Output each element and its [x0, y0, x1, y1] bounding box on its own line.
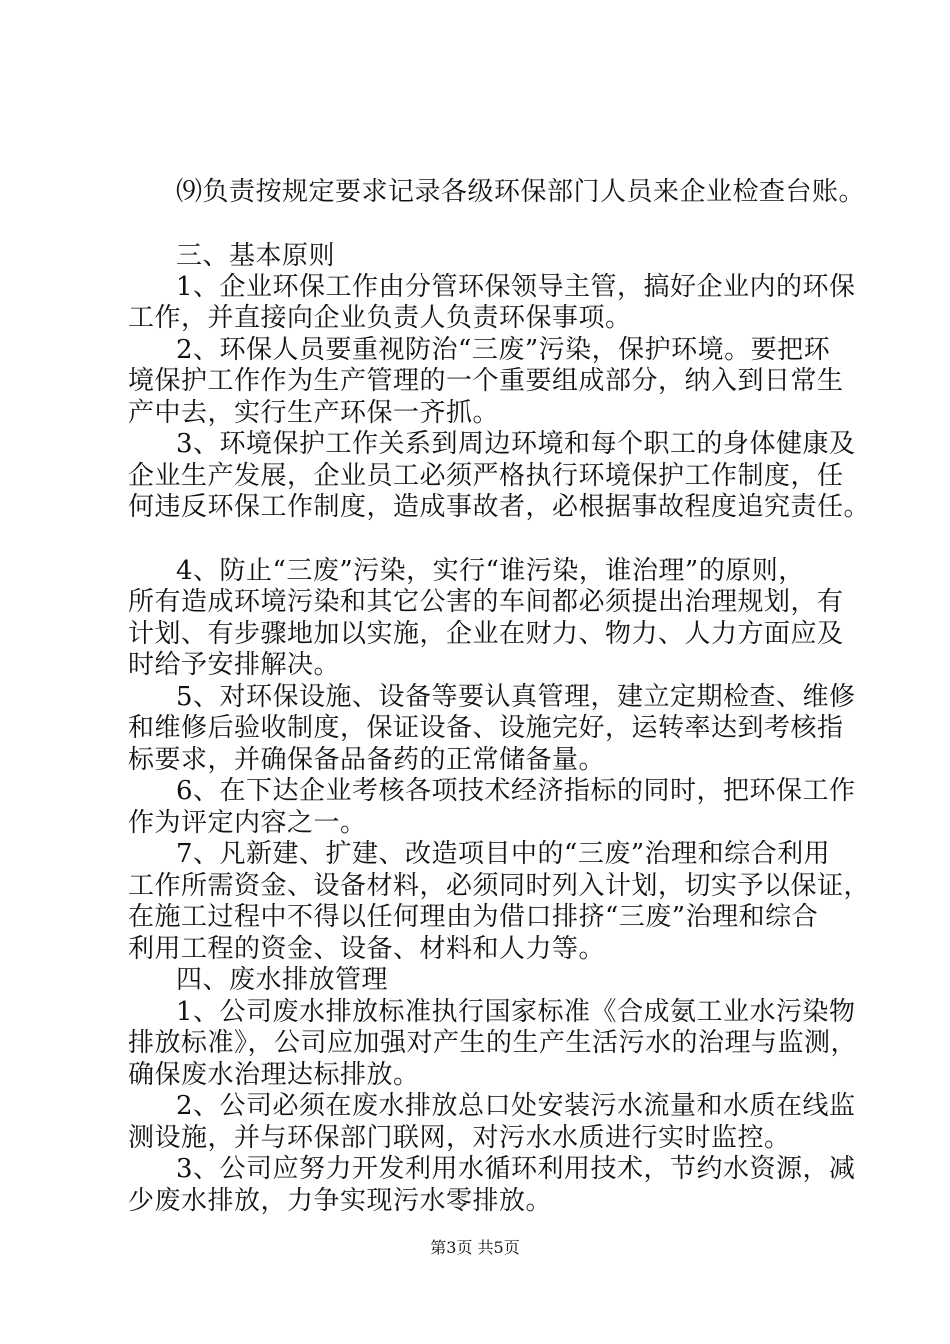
text-line: 作为评定内容之一。: [128, 808, 367, 838]
text-line: 3、公司应努力开发利用水循环利用技术，节约水资源，减: [176, 1154, 856, 1184]
text-line: 测设施，并与环保部门联网，对污水水质进行实时监控。: [128, 1123, 791, 1153]
text-line: 3、环境保护工作关系到周边环境和每个职工的身体健康及: [176, 429, 856, 459]
text-line: 在施工过程中不得以任何理由为借口排挤“三废”治理和综合: [128, 902, 819, 932]
text-line: 和维修后验收制度，保证设备、设施完好，运转率达到考核指: [128, 713, 844, 743]
text-line: 4、防止“三废”污染，实行“谁污染，谁治理”的原则，: [176, 556, 805, 586]
text-line: 利用工程的资金、设备、材料和人力等。: [128, 934, 606, 964]
page-number-footer: 第3页 共5页: [430, 1238, 520, 1257]
text-line: 1、公司废水排放标准执行国家标准《合成氨工业水污染物: [176, 997, 856, 1027]
text-line: 1、企业环保工作由分管环保领导主管，搞好企业内的环保: [176, 272, 856, 302]
section-heading: 三、基本原则: [176, 241, 336, 271]
text-line: 企业生产发展，企业员工必须严格执行环境保护工作制度，任: [128, 461, 844, 491]
text-line: 计划、有步骤地加以实施，企业在财力、物力、人力方面应及: [128, 619, 844, 649]
text-line: 时给予安排解决。: [128, 650, 341, 680]
text-line: 工作，并直接向企业负责人负责环保事项。: [128, 303, 632, 333]
text-line: 5、对环保设施、设备等要认真管理，建立定期检查、维修: [176, 682, 856, 712]
text-line: 境保护工作作为生产管理的一个重要组成部分，纳入到日常生: [128, 366, 844, 396]
text-line: 6、在下达企业考核各项技术经济指标的同时，把环保工作: [176, 776, 856, 806]
section-heading: 四、废水排放管理: [176, 965, 389, 995]
text-line: 所有造成环境污染和其它公害的车间都必须提出治理规划，有: [128, 587, 844, 617]
text-line: 何违反环保工作制度，造成事故者，必根据事故程度追究责任。: [128, 492, 871, 522]
text-line: 标要求，并确保备品备药的正常储备量。: [128, 745, 606, 775]
text-line: 少废水排放，力争实现污水零排放。: [128, 1186, 553, 1216]
text-line: 排放标准》，公司应加强对产生的生产生活污水的治理与监测，: [128, 1028, 858, 1058]
text-line: 2、公司必须在废水排放总口处安装污水流量和水质在线监: [176, 1091, 856, 1121]
text-line: 2、环保人员要重视防治“三废”污染，保护环境。要把环: [176, 335, 831, 365]
text-line: 产中去，实行生产环保一齐抓。: [128, 398, 500, 428]
text-line: 7、凡新建、扩建、改造项目中的“三废”治理和综合利用: [176, 839, 831, 869]
text-line: 工作所需资金、设备材料，必须同时列入计划，切实予以保证，: [128, 871, 871, 901]
text-line: 确保废水治理达标排放。: [128, 1060, 420, 1090]
text-line: ⑼负责按规定要求记录各级环保部门人员来企业检查台账。: [176, 177, 866, 207]
